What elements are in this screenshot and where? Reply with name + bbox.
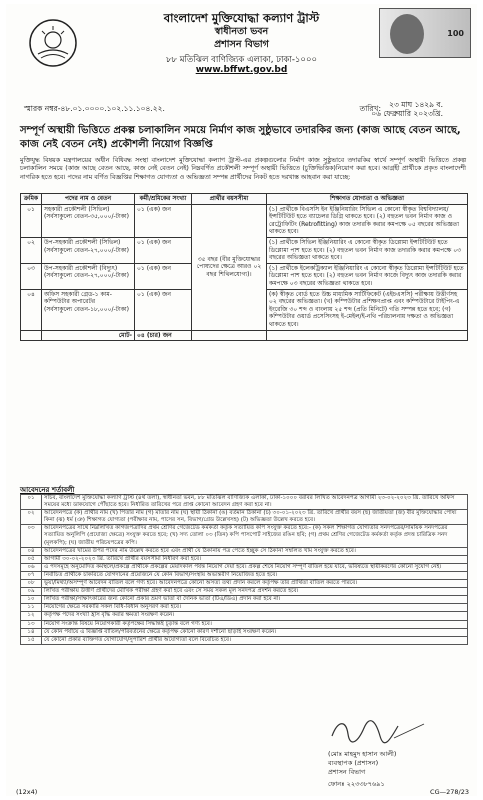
condition-text: যে কোন পর্যায়ে এ বিজ্ঞপ্তি বাতিল/পরিবর্তনের ক্ষেত্রে কর্তৃপক্ষ কোনো কারণ দর্শানো ছাড়াই সংরক্ষণ করেন। bbox=[42, 628, 468, 636]
row-serial: ০৪ bbox=[21, 289, 42, 330]
condition-item bbox=[21, 555, 468, 563]
signatory-phone: ফোনঃ ২২৩৩৮৭৬৯১ bbox=[328, 780, 385, 788]
condition-number: ০৮ bbox=[21, 580, 42, 588]
post-cell bbox=[42, 263, 135, 289]
post-name: উপ-সহকারী প্রকৌশলী (বিদ্যুৎ) bbox=[44, 264, 118, 272]
row-serial: ০১ bbox=[21, 204, 42, 237]
building-name: স্বাধীনতা ভবন bbox=[214, 26, 269, 37]
post-name: অফিস সহকারী গ্রেড-১ কাম-কম্পিউটার অপারেটর bbox=[44, 290, 112, 306]
condition-number: ০৪ bbox=[21, 547, 42, 555]
post-cell bbox=[42, 204, 135, 237]
condition-text: যে কোনো প্রকার ব্যক্তিগত যোগাযোগ/সুপারিশ প্রার্থীর অযোগ্যতা বলে বিবেচিত হবে। bbox=[42, 636, 468, 644]
post-requirements: (১) প্রার্থীকে ইলেকট্রিক্যাল ইঞ্জিনিয়ারিং এ কোনো স্বীকৃত ডিপ্লোমা ইন্সটিটিউট হতে ডিপ্লোমা পাশ হতে হবে। (২) বহুতল ভবন নির্মাণ কাজে বিদ্যুৎ কাজ তদারকি করার কমপক্ষে ০৩ বছরের অভিজ্ঞতা থাকতে হবে। bbox=[267, 263, 468, 289]
address: ৮৮ মতিঝিল বাণিজ্যিক এলাকা, ঢাকা-১০০০ bbox=[165, 55, 317, 65]
condition-text: ভুয়া/মিথ্যা/অসম্পূর্ণ আবেদন বাতিল বলে গণ্য হবে। আবেদনপত্রে কোনো অসত্য তথ্য প্রদান করলে কর্তৃপক্ষ তার প্রার্থিতা বাতিল করতে পারবে। bbox=[42, 580, 468, 588]
signatory-department: প্রশাসন বিভাগ bbox=[328, 768, 366, 776]
post-count: ০১ (এক) জন bbox=[135, 237, 192, 263]
condition-item bbox=[21, 571, 468, 579]
condition-item bbox=[21, 596, 468, 604]
condition-number: ০৩ bbox=[21, 525, 42, 547]
condition-text: নির্বাচিত প্রার্থীকে চাকরিতে যোগদানের প্রয়োজনে যে কোন বিভাগ/সংস্থায় অভ্যন্তরীণ নিয়োজিত হতে হবে। bbox=[42, 571, 468, 579]
condition-text: নিয়োগের ক্ষেত্রে সরকারি সকল বিধি-বিধান অনুসরণ করা হবে। bbox=[42, 604, 468, 612]
condition-text: লিখিত পরীক্ষায় উত্তীর্ণ প্রার্থীদের মৌখিক পরীক্ষা গ্রহণ করা হবে এবং সে সময় সকল মূল সনদপত্র প্রদর্শন করতে হবে। bbox=[42, 588, 468, 596]
website-link[interactable]: www.bffwt.gov.bd bbox=[195, 65, 288, 75]
post-count: ০১ (এক) জন bbox=[135, 263, 192, 289]
condition-text: নিয়োগ সংক্রান্ত বিষয়ে নিয়োগকারী কর্তৃপক্ষের সিদ্ধান্তই চূড়ান্ত বলে গণ্য হবে। bbox=[42, 620, 468, 628]
post-requirements: (ক) স্বীকৃত বোর্ড হতে উচ্চ মাধ্যমিক সার্টিফিকেট (এইচএসসি) পরীক্ষায় উত্তীর্ণসহ ০২ বছরের অভিজ্ঞতা। (খ) কম্পিউটার প্রশিক্ষণপ্রাপ্ত এবং কম্পিউটারে টাইপিং-এ ইংরেজি ৩০ শব্দ ও বাংলায় ২৫ শব্দ (প্রতি মিনিটে) গতি সম্পন্ন হতে হবে; (গ) কম্পিউটার ওয়ার্ড প্রসেসিংসহ ই-মেইল/ই-নথি পরিচালনায় দক্ষতা ও অভিজ্ঞতা থাকতে হবে। bbox=[267, 289, 468, 330]
post-pay: (সর্বসাকুল্যে বেতন-৩৫,০০০/-টাকা) bbox=[44, 213, 129, 221]
footer-cg-code: CG—278/23 bbox=[430, 788, 469, 796]
post-pay: (সর্বসাকুল্যে বেতন-১৮,০০০/-টাকা) bbox=[44, 305, 129, 313]
post-name: সহকারী প্রকৌশলী (সিভিল) bbox=[44, 205, 110, 213]
post-requirements: (১) প্রার্থীকে বিএসসি ইন ইঞ্জিনিয়ারিং সিভিল এ কোনো স্বীকৃত বিশ্ববিদ্যালয়/ইন্সটিটিউট হতে ব্যাচেলর ডিগ্রি থাকতে হবে। (২) বহুতল ভবন নির্মাণ কাজ ও রেট্রোফিটিং (Retrofitting) কাজ তদারকি করার কমপক্ষে ০৫ বছরের অভিজ্ঞতা থাকতে হবে। bbox=[267, 204, 468, 237]
post-pay: (সর্বসাকুল্যে বেতন-২৭,০০০/-টাকা) bbox=[44, 272, 129, 280]
table-total-row bbox=[21, 330, 468, 341]
col-qualification: শিক্ষাগত যোগ্যতা ও অভিজ্ঞতা bbox=[267, 194, 468, 205]
condition-item bbox=[21, 525, 468, 547]
post-count: ০১ (এক) জন bbox=[135, 289, 192, 330]
memo-number: স্মারক নম্বর-৪৮.০১.০০০০.১০২.১১.১০৪.২২. bbox=[24, 104, 165, 113]
table-row bbox=[21, 204, 468, 237]
condition-text: আবেদনপত্রের খামের উপর পদের নাম উল্লেখ করতে হবে এবং প্রার্থী যে ঠিকানায় পত্র পেতে ইচ্ছুক সে ঠিকানা সম্বলিত খাম সংযুক্ত করতে হবে। bbox=[42, 547, 468, 555]
condition-item bbox=[21, 636, 468, 644]
condition-item bbox=[21, 547, 468, 555]
signature-image bbox=[328, 716, 428, 746]
condition-text: আবেদনপত্রে (ক) প্রার্থীর নাম (খ) পিতার নাম (গ) মাতার নাম (ঘ) স্থায়ী ঠিকানা (ঙ) বর্তমান ঠিকানা (চ) ৩০-০১-২০২৩ খ্রি. তারিখে প্রার্থীর বয়স (ছ) জাতীয়তা (জ) বীর মুক্তিযোদ্ধার পোষ্য কিনা (ঝ) ধর্ম (ঞ) শিক্ষাগত যোগ্যতা (পরীক্ষার নাম, পাসের সন, বিভাগ/গ্রেড উল্লেখসহ) (ট) অভিজ্ঞতা উল্লেখ করতে হবে। bbox=[42, 510, 468, 525]
condition-number: ০১ bbox=[21, 495, 42, 510]
post-name: উপ-সহকারী প্রকৌশলী (সিভিল) bbox=[44, 238, 121, 246]
org-name: বাংলাদেশ মুক্তিযোদ্ধা কল্যাণ ট্রাস্ট bbox=[163, 11, 320, 25]
condition-item bbox=[21, 620, 468, 628]
condition-item bbox=[21, 495, 468, 510]
date-bangla: ২৩ মাঘ ১৪২৯ ব. bbox=[389, 100, 443, 109]
condition-item bbox=[21, 580, 468, 588]
condition-item bbox=[21, 628, 468, 636]
condition-item bbox=[21, 510, 468, 525]
condition-number: ১০ bbox=[21, 596, 42, 604]
post-cell bbox=[42, 237, 135, 263]
post-pay: (সর্বসাকুল্যে বেতন-২৭,০০০/-টাকা) bbox=[44, 246, 129, 254]
condition-text: লিখিত পরীক্ষা/সাক্ষাৎকারের জন্য কোনো প্রকার ভ্রমণ ভাতা বা দৈনিক ভাতা (টিএ/ডিএ) প্রদান করা হবে না। bbox=[42, 596, 468, 604]
signatory-designation: ব্যবস্থাপক (প্রশাসন) bbox=[328, 759, 379, 767]
post-count: ০১ (এক) জন bbox=[135, 204, 192, 237]
notice-page bbox=[6, 4, 477, 796]
department-name: প্রশাসন বিভাগ bbox=[214, 39, 269, 50]
condition-number: ১২ bbox=[21, 612, 42, 620]
intro-paragraph: মুক্তিযুদ্ধ বিষয়ক মন্ত্রণালয়ের অধীন বিধিবদ্ধ সংস্থা বাংলাদেশ মুক্তিযোদ্ধা কল্যাণ ট্রাস্ট-এর প্রকল্পগুলোর নির্মাণ কাজ সুষ্ঠুভাবে তদারকির স্বার্থে সম্পূর্ণ অস্থায়ী ভিত্তিতে প্রকল্প চলাকালিন সময়ে (কাজ আছে বেতন আছে, কাজ নেই বেতন নেই) নিম্নবর্ণিত প্রকৌশলী সম্পূর্ণ অস্থায়ী ভিত্তিতে (চুক্তিভিত্তিক)নিয়োগ করা হবে। আগ্রহী প্রার্থীকে প্রকৃত বাংলাদেশী নাগরিক হতে হবে। পদের নাম বর্ণিত বিজ্ঞপ্তির শিক্ষাগত যোগ্যতা ও অভিজ্ঞতা সম্পন্ন প্রার্থীদের নিকট হতে দরখাস্ত আহবান করা যাচ্ছে: bbox=[20, 157, 466, 181]
col-serial: ক্রমিক bbox=[21, 194, 42, 205]
col-age: প্রার্থীর বয়সসীমা bbox=[192, 194, 267, 205]
footer-size-code: (12x4) bbox=[16, 788, 38, 796]
total-label: মোট- bbox=[42, 330, 135, 341]
date-english: ০৬ ফেব্রুয়ারি ২০২৩খ্রি. bbox=[371, 109, 443, 118]
total-value: ০৪ (চার) জন bbox=[135, 330, 192, 341]
vacancy-table-header bbox=[21, 194, 468, 205]
age-limit: ৩৫ বছর (বীর মুক্তিযোদ্ধার পোষ্যদের ক্ষেত্রে আরও ০২ বছর শিথিলযোগ্য)। bbox=[192, 204, 267, 330]
col-count: কর্মী/শ্রমিকের সংখ্যা bbox=[135, 194, 192, 205]
condition-number: ০৬ bbox=[21, 563, 42, 571]
condition-number: ১৪ bbox=[21, 628, 42, 636]
condition-item bbox=[21, 604, 468, 612]
condition-number: ০৫ bbox=[21, 555, 42, 563]
portrait-badge: 100 bbox=[447, 29, 464, 38]
row-serial: ০৩ bbox=[21, 263, 42, 289]
post-cell bbox=[42, 289, 135, 330]
condition-text: কর্তৃপক্ষ পদের সংখ্যা হ্রাস বৃদ্ধি করার ক্ষমতা সংরক্ষণ করেন। bbox=[42, 612, 468, 620]
condition-number: ১৫ bbox=[21, 636, 42, 644]
date-label: তারিখ: bbox=[359, 104, 381, 113]
col-post: পদের নাম ও বেতন bbox=[42, 194, 135, 205]
condition-item bbox=[21, 563, 468, 571]
vacancy-table bbox=[20, 193, 468, 341]
condition-number: ০২ bbox=[21, 510, 42, 525]
notice-title: সম্পূর্ণ অস্থায়ী ভিত্তিতে প্রকল্প চলাকালিন সময়ে নির্মাণ কাজ সুষ্ঠুভাবে তদারকির জন্য (কাজ আছে বেতন আছে, কাজ নেই বেতন নেই) প্রকৌশলী নিয়োগ বিজ্ঞপ্তি bbox=[20, 125, 461, 150]
row-serial: ০২ bbox=[21, 237, 42, 263]
conditions-list bbox=[20, 494, 468, 645]
condition-text: আগামী ৩০-০২-২০২৩ খ্রি. তারিখে প্রার্থীর বয়সসীমা নির্ধারণ করা হবে। bbox=[42, 555, 468, 563]
condition-number: ০৯ bbox=[21, 588, 42, 596]
condition-item bbox=[21, 612, 468, 620]
condition-text: আবেদনপত্রের সাথে নিম্নলিখিত কাগজপত্রাদির প্রথম শ্রেণির গেজেটেড কর্মকর্তা কর্তৃক সত্যায়িত কপি সংযুক্ত করতে হবে:- (ক) সকল শিক্ষাগত যোগ্যতার সনদপত্রের/সাময়িক সনদপত্রের সত্যায়িত অনুলিপি (প্রযোজ্য ক্ষেত্রে) সংযুক্ত করতে হবে; (খ) সদ্য তোলা ০৩ (তিন) কপি পাসপোর্ট সাইজের রঙিন ছবি; (গ) প্রথম শ্রেণির গেজেটেড কর্মকর্তা কর্তৃক প্রদত্ত চারিত্রিক সনদ (মূলকপি); (ঘ) জাতীয় পরিচয়পত্রের কপি। bbox=[42, 525, 468, 547]
signatory-name: (মোঃ মাহমুদ হাসান আলী) bbox=[328, 750, 397, 758]
condition-text: এ পদসমূহে অনুমোদিত কর্মস্থলে/প্রকল্পে প্রার্থীকে প্রকল্পের মেয়াদকাল পর্যন্ত নিয়োগ দেয়া হবে। প্রকল্প শেষে নিয়োগ সম্পূর্ণ বাতিল হয়ে যাবে, ভবিষ্যতে স্থায়ীকরণের কোনো সুযোগ নেই। bbox=[42, 563, 468, 571]
condition-number: ১৩ bbox=[21, 620, 42, 628]
post-requirements: (১) প্রার্থীকে সিভিল ইঞ্জিনিয়ারিং এ কোনো স্বীকৃত ডিপ্লোমা ইন্সটিটিউট হতে ডিপ্লোমা পাশ হতে হবে। (২) বহুতল ভবন নির্মাণ কাজ তদারকি করার কমপক্ষে ০৩ বছরের অভিজ্ঞতা থাকতে হবে। bbox=[267, 237, 468, 263]
condition-text: সচিব, বাংলাদেশ মুক্তিযোদ্ধা কল্যাণ ট্রাস্ট (৪র্থ তলা), স্বাধীনতা ভবন, ৮৮ মতিঝিল বাণিজ্যিক এলাকা, ঢাকা-১০০০ বরাবর লিখিত আবেদনপত্র আগামী ২৩-০২-২০২৩ খ্রি. তারিখে অফিস সময়ের মধ্যে ডাকযোগে পৌঁছাতে হবে। নির্ধারিত তারিখের পরে প্রাপ্ত কোনো আবেদন গ্রহণ করা হবে না। bbox=[42, 495, 468, 510]
condition-number: ১১ bbox=[21, 604, 42, 612]
condition-item bbox=[21, 588, 468, 596]
condition-number: ০৭ bbox=[21, 571, 42, 579]
conditions-heading: আবেদনের শর্তাবলী bbox=[20, 486, 75, 494]
